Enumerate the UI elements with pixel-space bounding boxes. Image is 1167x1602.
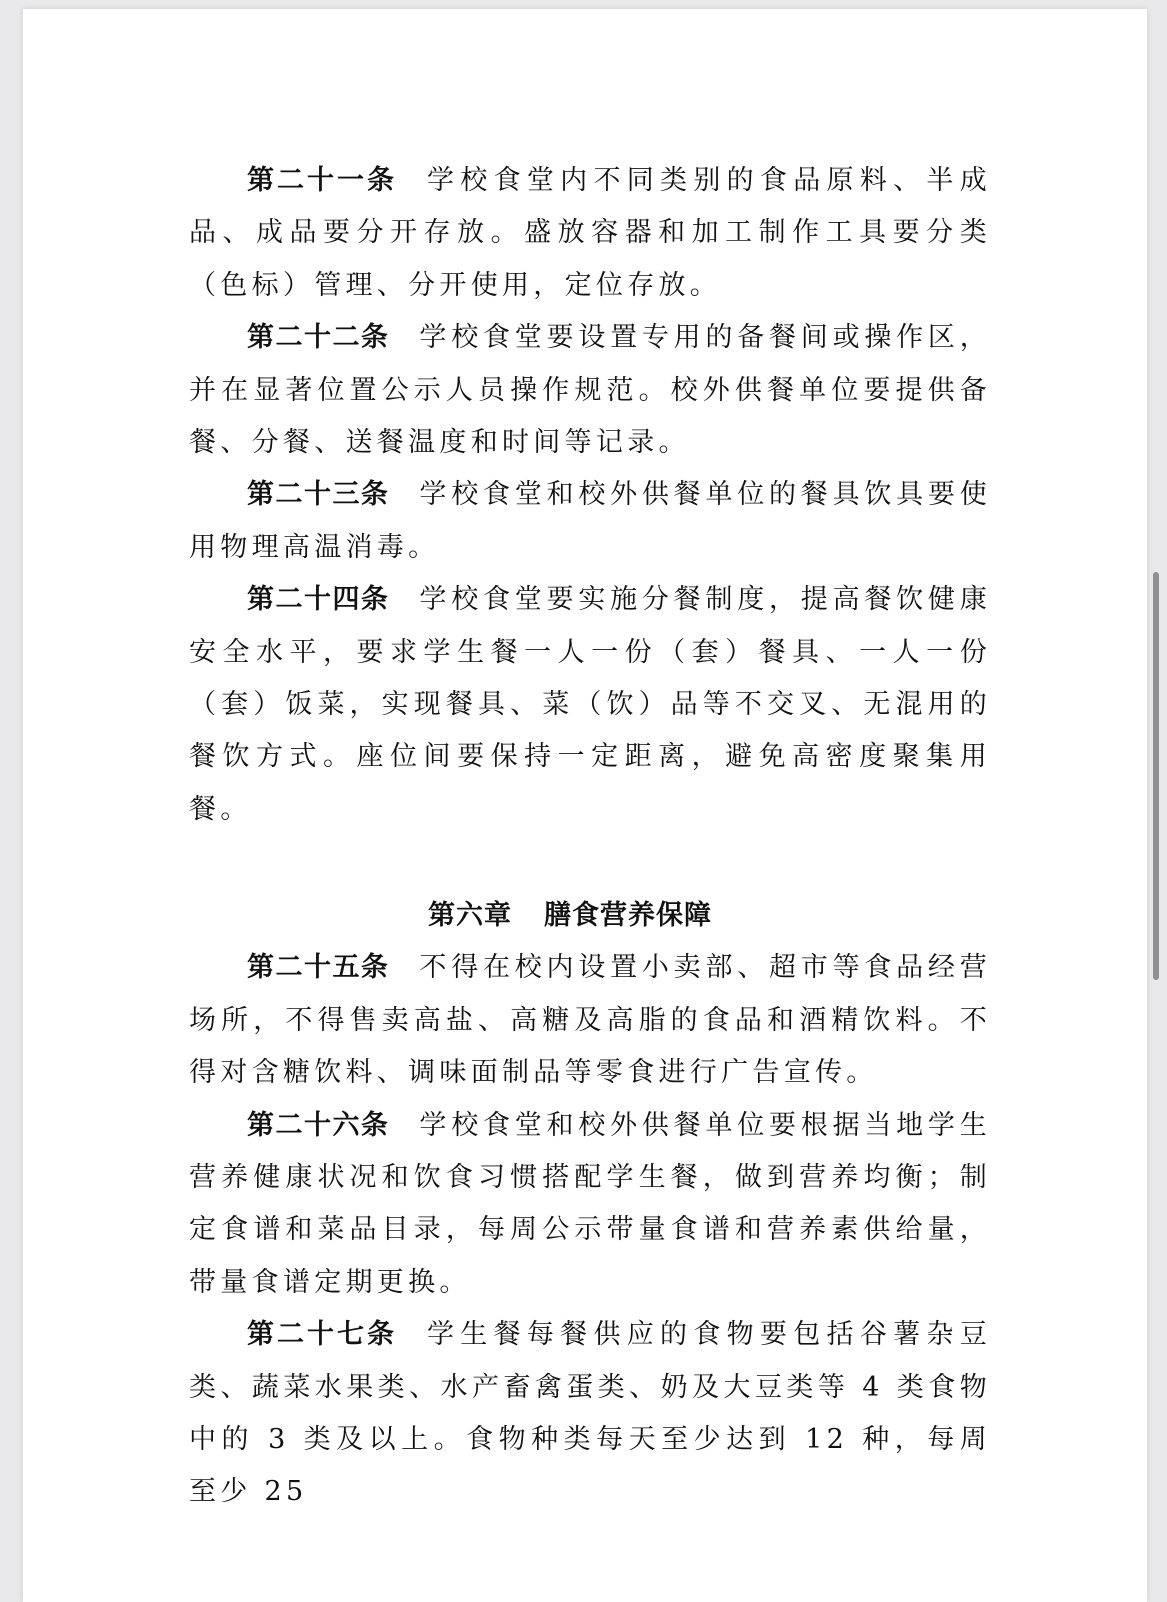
article-text: 不得在校内设置小卖部、超市等食品经营场所，不得售卖高盐、高糖及高脂的食品和酒精饮料。不得对含糖饮料、调味面制品等零食进行广告宣传。	[189, 952, 992, 1089]
article-24	[189, 574, 991, 836]
chapter-heading	[189, 890, 991, 942]
article-21	[189, 155, 991, 312]
article-26	[189, 1100, 991, 1310]
article-label: 第二十一条	[247, 165, 397, 196]
article-22	[189, 312, 991, 469]
article-27	[189, 1309, 991, 1519]
article-label: 第二十三条	[247, 479, 390, 511]
document-page	[23, 9, 1147, 1602]
article-text: 学生餐每餐供应的食物要包括谷薯杂豆类、蔬菜水果类、水产畜禽蛋类、奶及大豆类等 4 类食物中的 3 类及以上。食物种类每天至少达到 12 种，每周至少 25	[189, 1319, 992, 1508]
article-label: 第二十五条	[247, 952, 390, 984]
article-label: 第二十六条	[247, 1109, 390, 1141]
article-text: 学校食堂内不同类别的食品原料、半成品、成品要分开存放。盛放容器和加工制作工具要分类（色标）管理、分开使用，定位存放。	[189, 165, 992, 301]
article-text: 学校食堂和校外供餐单位的餐具饮具要使用物理高温消毒。	[189, 479, 992, 563]
article-text: 学校食堂和校外供餐单位要根据当地学生营养健康状况和饮食习惯搭配学生餐，做到营养均衡；制定食谱和菜品目录，每周公示带量食谱和营养素供给量，带量食谱定期更换。	[189, 1109, 992, 1298]
vertical-scrollbar[interactable]	[1153, 572, 1159, 980]
article-label: 第二十七条	[247, 1319, 397, 1351]
chapter-number: 第六章	[428, 900, 512, 932]
article-25	[189, 942, 991, 1099]
chapter-title: 膳食营养保障	[544, 900, 712, 932]
article-text: 学校食堂要实施分餐制度，提高餐饮健康安全水平，要求学生餐一人一份（套）餐具、一人一份（套）饭菜，实现餐具、菜（饮）品等不交叉、无混用的餐饮方式。座位间要保持一定距离，避免高密度聚集用餐。	[189, 584, 992, 825]
article-23	[189, 469, 991, 574]
document-body	[189, 155, 991, 1519]
article-text: 学校食堂要设置专用的备餐间或操作区，并在显著位置公示人员操作规范。校外供餐单位要提供备餐、分餐、送餐温度和时间等记录。	[189, 322, 992, 459]
article-label: 第二十四条	[247, 584, 390, 616]
article-label: 第二十二条	[247, 322, 390, 354]
